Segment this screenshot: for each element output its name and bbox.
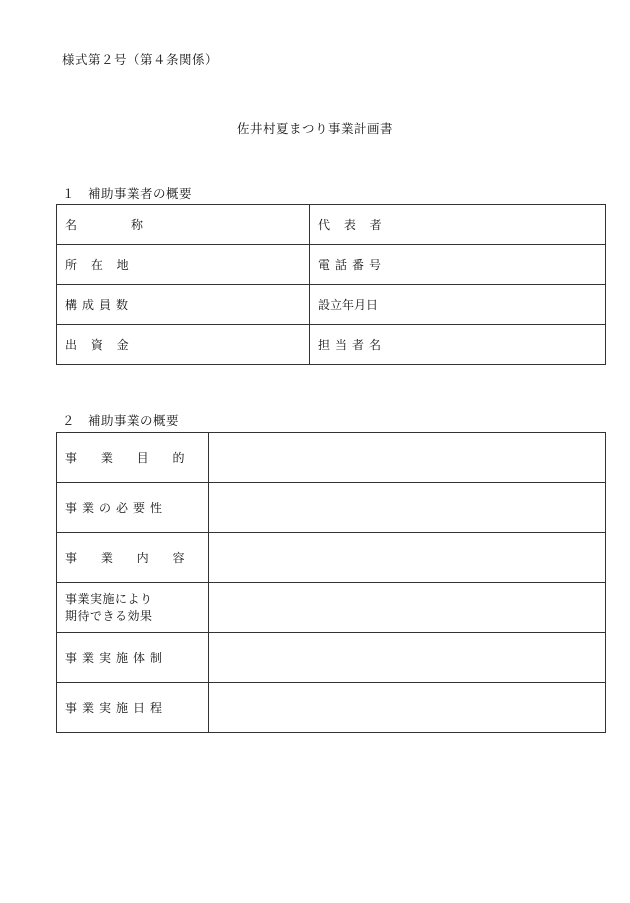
form-number: 様式第２号（第４条関係） bbox=[62, 52, 219, 67]
expected-effects-label-line1: 事業実施により bbox=[65, 591, 153, 606]
table-row bbox=[57, 245, 606, 285]
representative-label: 代 表 者 bbox=[310, 205, 606, 245]
table-row bbox=[57, 683, 606, 733]
project-necessity-field[interactable] bbox=[209, 483, 606, 533]
expected-effects-label bbox=[57, 583, 209, 633]
applicant-overview-table bbox=[56, 204, 606, 365]
implementation-structure-label: 事業実施体制 bbox=[57, 633, 209, 683]
phone-label: 電話番号 bbox=[310, 245, 606, 285]
implementation-schedule-field[interactable] bbox=[209, 683, 606, 733]
name-label: 名 称 bbox=[57, 205, 310, 245]
table-row bbox=[57, 533, 606, 583]
table-row bbox=[57, 633, 606, 683]
project-content-label: 事 業 内 容 bbox=[57, 533, 209, 583]
table-row bbox=[57, 483, 606, 533]
document-title: 佐井村夏まつり事業計画書 bbox=[236, 121, 393, 136]
table-row bbox=[57, 205, 606, 245]
contact-person-label: 担当者名 bbox=[310, 325, 606, 365]
implementation-structure-field[interactable] bbox=[209, 633, 606, 683]
address-label: 所 在 地 bbox=[57, 245, 310, 285]
table-row bbox=[57, 325, 606, 365]
capital-label: 出 資 金 bbox=[57, 325, 310, 365]
section2-heading: ２ 補助事業の概要 bbox=[62, 413, 180, 428]
table-row bbox=[57, 285, 606, 325]
expected-effects-label-line2: 期待できる効果 bbox=[65, 608, 153, 623]
project-necessity-label: 事業の必要性 bbox=[57, 483, 209, 533]
members-count-label: 構成員数 bbox=[57, 285, 310, 325]
project-overview-table bbox=[56, 432, 606, 733]
table-row bbox=[57, 433, 606, 483]
project-purpose-field[interactable] bbox=[209, 433, 606, 483]
section1-heading: １ 補助事業者の概要 bbox=[62, 186, 193, 201]
project-content-field[interactable] bbox=[209, 533, 606, 583]
established-date-label: 設立年月日 bbox=[310, 285, 606, 325]
project-purpose-label: 事 業 目 的 bbox=[57, 433, 209, 483]
implementation-schedule-label: 事業実施日程 bbox=[57, 683, 209, 733]
table-row bbox=[57, 583, 606, 633]
expected-effects-field[interactable] bbox=[209, 583, 606, 633]
